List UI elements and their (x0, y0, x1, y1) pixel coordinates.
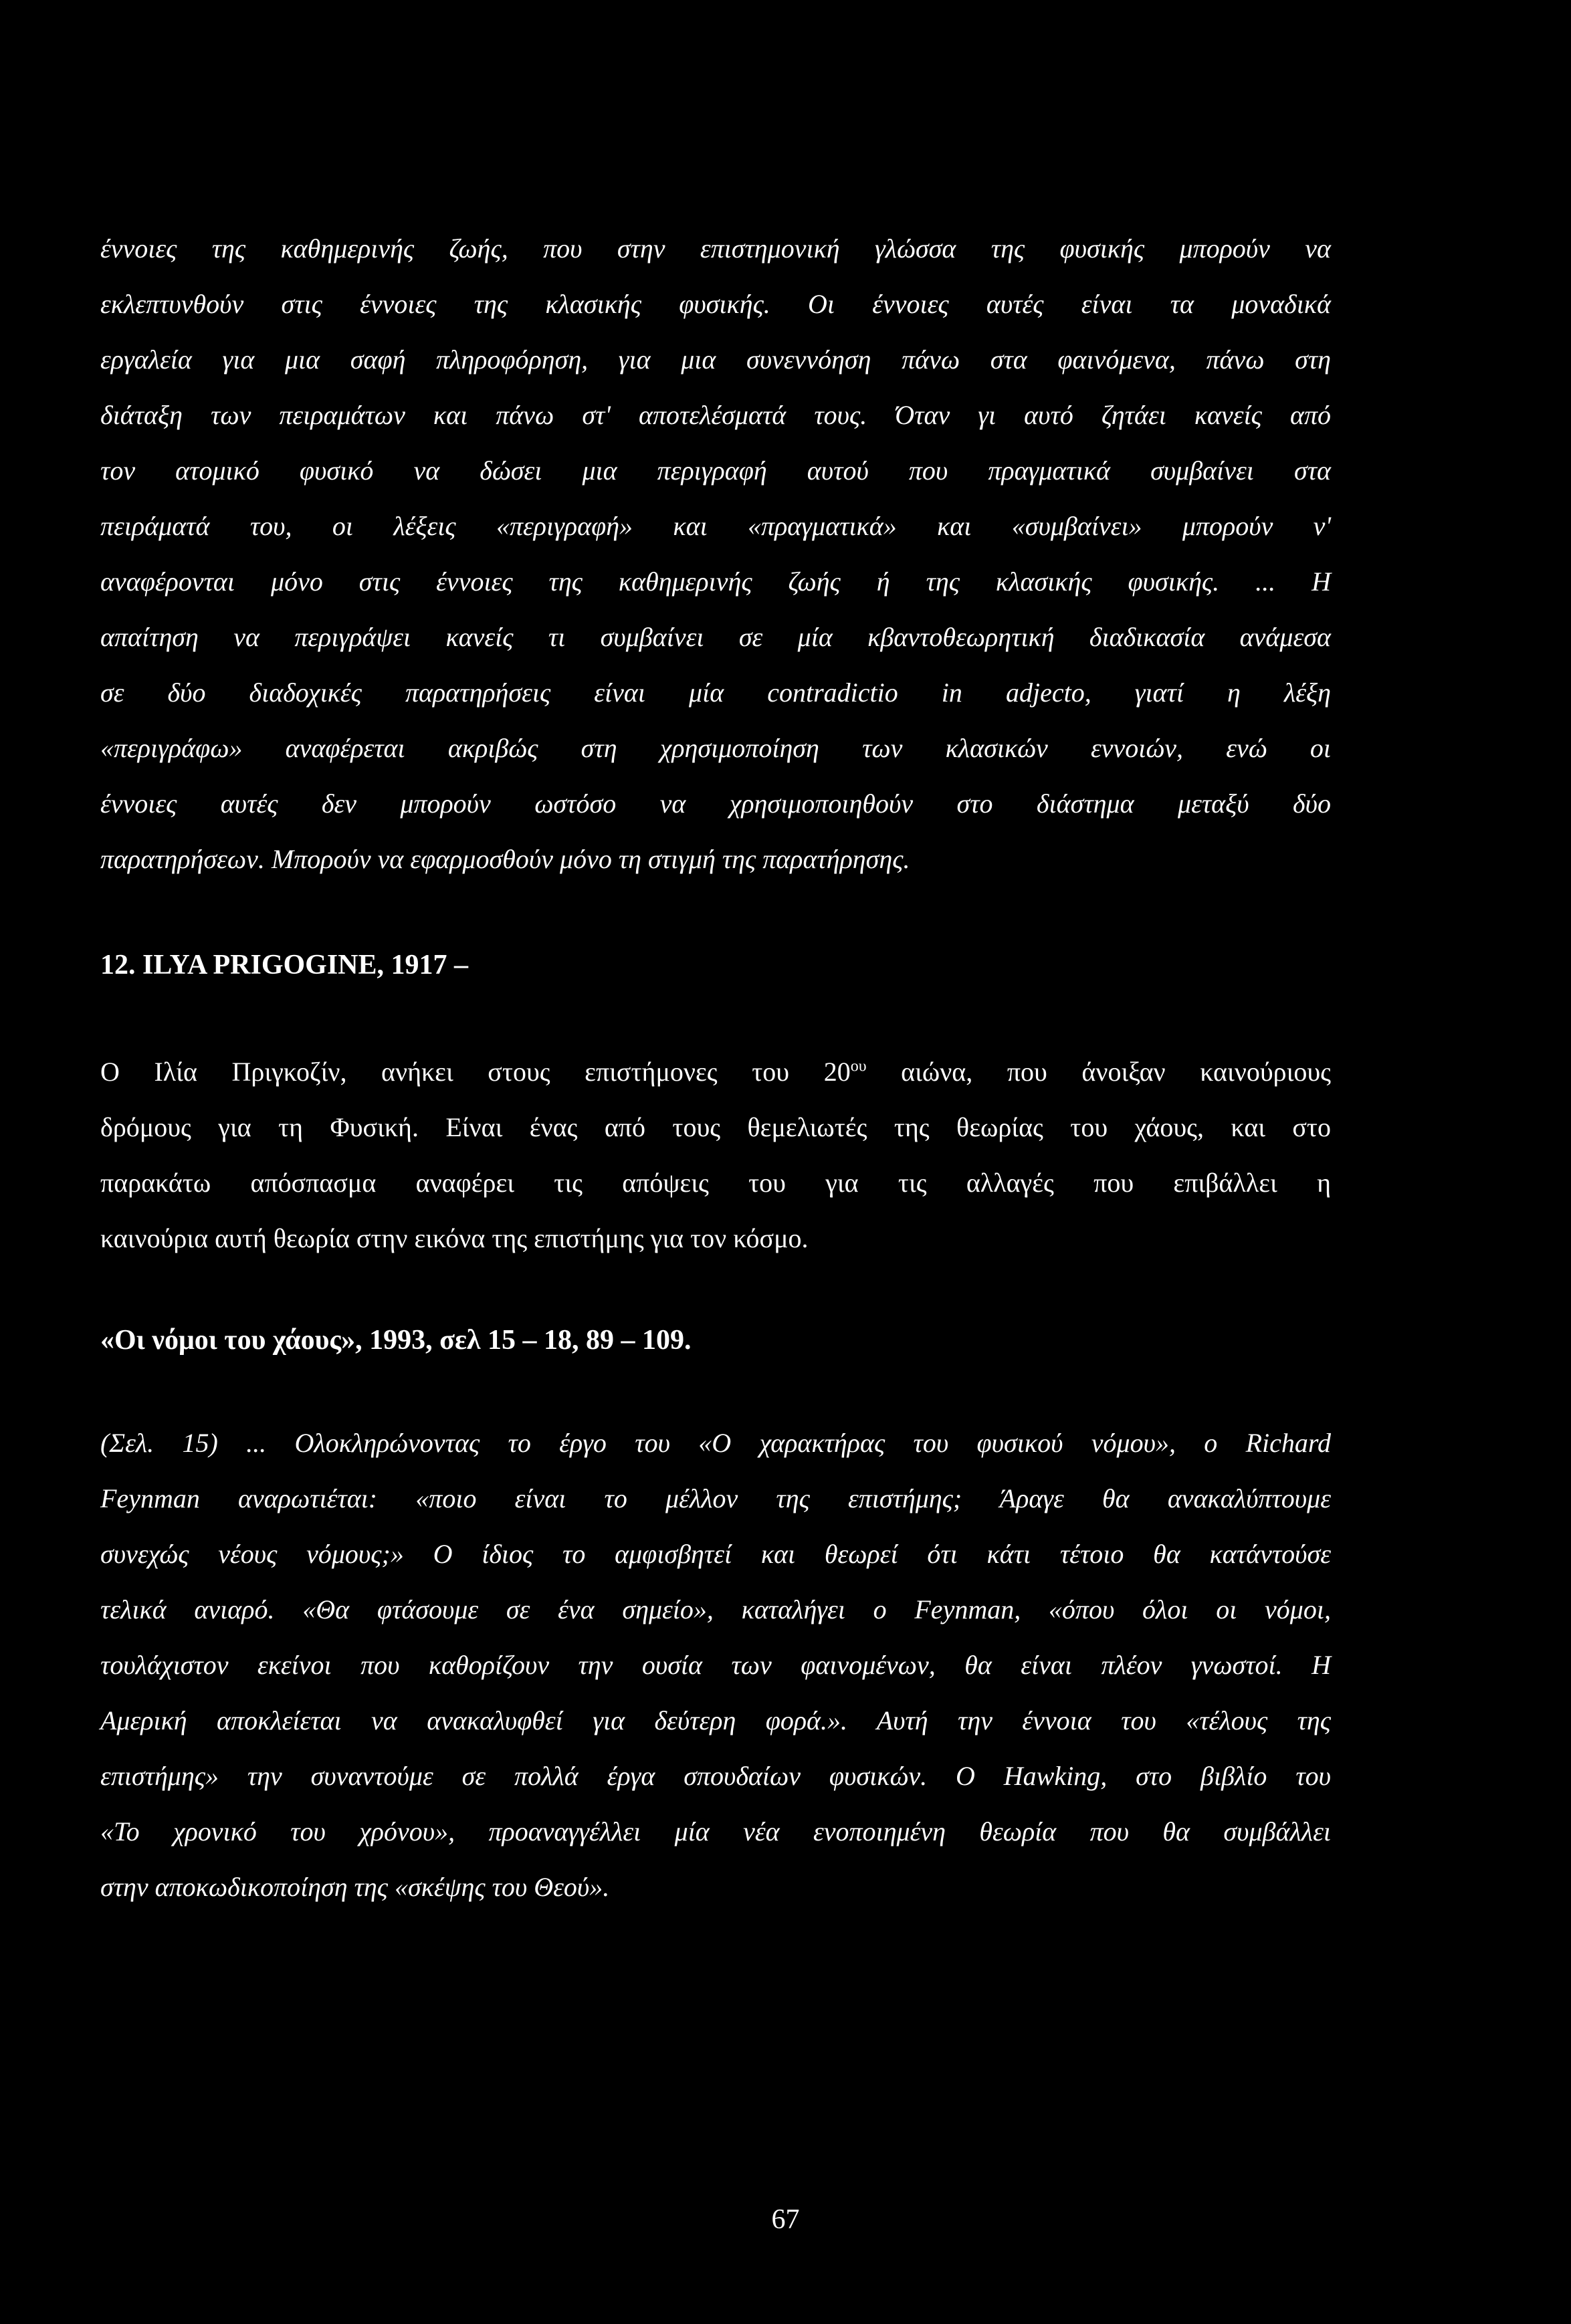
intro-text-after-sup: αιώνα, που άνοιξαν καινούριους (866, 1057, 1331, 1087)
text-line: επιστήμης» την συναντούμε σε πολλά έργα σπουδαίων φυσικών. Ο Hawking, στο βιβλίο του (100, 1761, 1331, 1791)
text-line: εκλεπτυνθούν στις έννοιες της κλασικής φυσικής. Οι έννοιες αυτές είναι τα μοναδικά (100, 289, 1331, 319)
text-line: αναφέρονται μόνο στις έννοιες της καθημερινής ζωής ή της κλασικής φυσικής. ... Η (100, 566, 1331, 597)
text-line (100, 1044, 1331, 1099)
text-line: «περιγράφω» αναφέρεται ακριβώς στη χρησιμοποίηση των κλασικών εννοιών, ενώ οι (100, 733, 1331, 763)
text-line: παρακάτω απόσπασμα αναφέρει τις απόψεις του για τις αλλαγές που επιβάλλει η (100, 1168, 1331, 1198)
text-line: τον ατομικό φυσικό να δώσει μια περιγραφή αυτού που πραγματικά συμβαίνει στα (100, 455, 1331, 486)
text-line: σε δύο διαδοχικές παρατηρήσεις είναι μία contradictio in adjecto, γιατί η λέξη (100, 677, 1331, 708)
text-line: απαίτηση να περιγράψει κανείς τι συμβαίνει σε μία κβαντοθεωρητική διαδικασία ανάμεσα (100, 622, 1331, 652)
paragraph-heisenberg-quote (100, 221, 1331, 887)
text-line: τελικά ανιαρό. «Θα φτάσουμε σε ένα σημείο», καταλήγει ο Feynman, «όπου όλοι οι νόμοι, (100, 1594, 1331, 1624)
text-line: δρόμους για τη Φυσική. Είναι ένας από τους θεμελιωτές της θεωρίας του χάους, και στο (100, 1112, 1331, 1142)
section-heading: 12. ILYA PRIGOGINE, 1917 – (100, 950, 469, 980)
paragraph-prigogine-quote (100, 1415, 1331, 1915)
text-line: στην αποκωδικοποίηση της «σκέψης του Θεού». (100, 1872, 610, 1902)
text-line: διάταξη των πειραμάτων και πάνω στ' αποτελέσματά τους. Όταν γι αυτό ζητάει κανείς από (100, 400, 1331, 430)
text-line: παρατηρήσεων. Μπορούν να εφαρμοσθούν μόνο τη στιγμή της παρατήρησης. (100, 844, 910, 874)
text-line: συνεχώς νέους νόμους;» Ο ίδιος το αμφισβητεί και θεωρεί ότι κάτι τέτοιο θα κατάντούσε (100, 1539, 1331, 1569)
text-line: τουλάχιστον εκείνοι που καθορίζουν την ουσία των φαινομένων, θα είναι πλέον γνωστοί. Η (100, 1650, 1331, 1680)
text-line: έννοιες της καθημερινής ζωής, που στην επιστημονική γλώσσα της φυσικής μπορούν να (100, 233, 1331, 263)
page-body (100, 221, 1331, 1915)
ordinal-superscript: ου (850, 1057, 867, 1075)
text-line: εργαλεία για μια σαφή πληροφόρηση, για μια συνεννόηση πάνω στα φαινόμενα, πάνω στη (100, 344, 1331, 375)
text-line: «Το χρονικό του χρόνου», προαναγγέλλει μία νέα ενοποιημένη θεωρία που θα συμβάλλει (100, 1816, 1331, 1846)
text-line: έννοιες αυτές δεν μπορούν ωστόσο να χρησιμοποιηθούν στο διάστημα μεταξύ δύο (100, 788, 1331, 819)
text-line: (Σελ. 15) ... Ολοκληρώνοντας το έργο του «Ο χαρακτήρας του φυσικού νόμου», ο Richard (100, 1428, 1331, 1458)
text-line: Αμερική αποκλείεται να ανακαλυφθεί για δεύτερη φορά.». Αυτή την έννοια του «τέλους της (100, 1705, 1331, 1735)
page-number: 67 (771, 2204, 800, 2235)
intro-text-before-sup: Ο Ιλία Πριγκοζίν, ανήκει στους επιστήμονες του 20 (100, 1057, 851, 1087)
text-line: Feynman αναρωτιέται: «ποιο είναι το μέλλον της επιστήμης; Άραγε θα ανακαλύπτουμε (100, 1483, 1331, 1513)
source-citation: «Οι νόμοι του χάους», 1993, σελ 15 – 18, 89 – 109. (100, 1325, 692, 1356)
paragraph-intro (100, 1044, 1331, 1266)
text-line: καινούρια αυτή θεωρία στην εικόνα της επιστήμης για τον κόσμο. (100, 1223, 809, 1253)
text-line: πειράματά του, οι λέξεις «περιγραφή» και «πραγματικά» και «συμβαίνει» μπορούν ν' (100, 511, 1331, 541)
